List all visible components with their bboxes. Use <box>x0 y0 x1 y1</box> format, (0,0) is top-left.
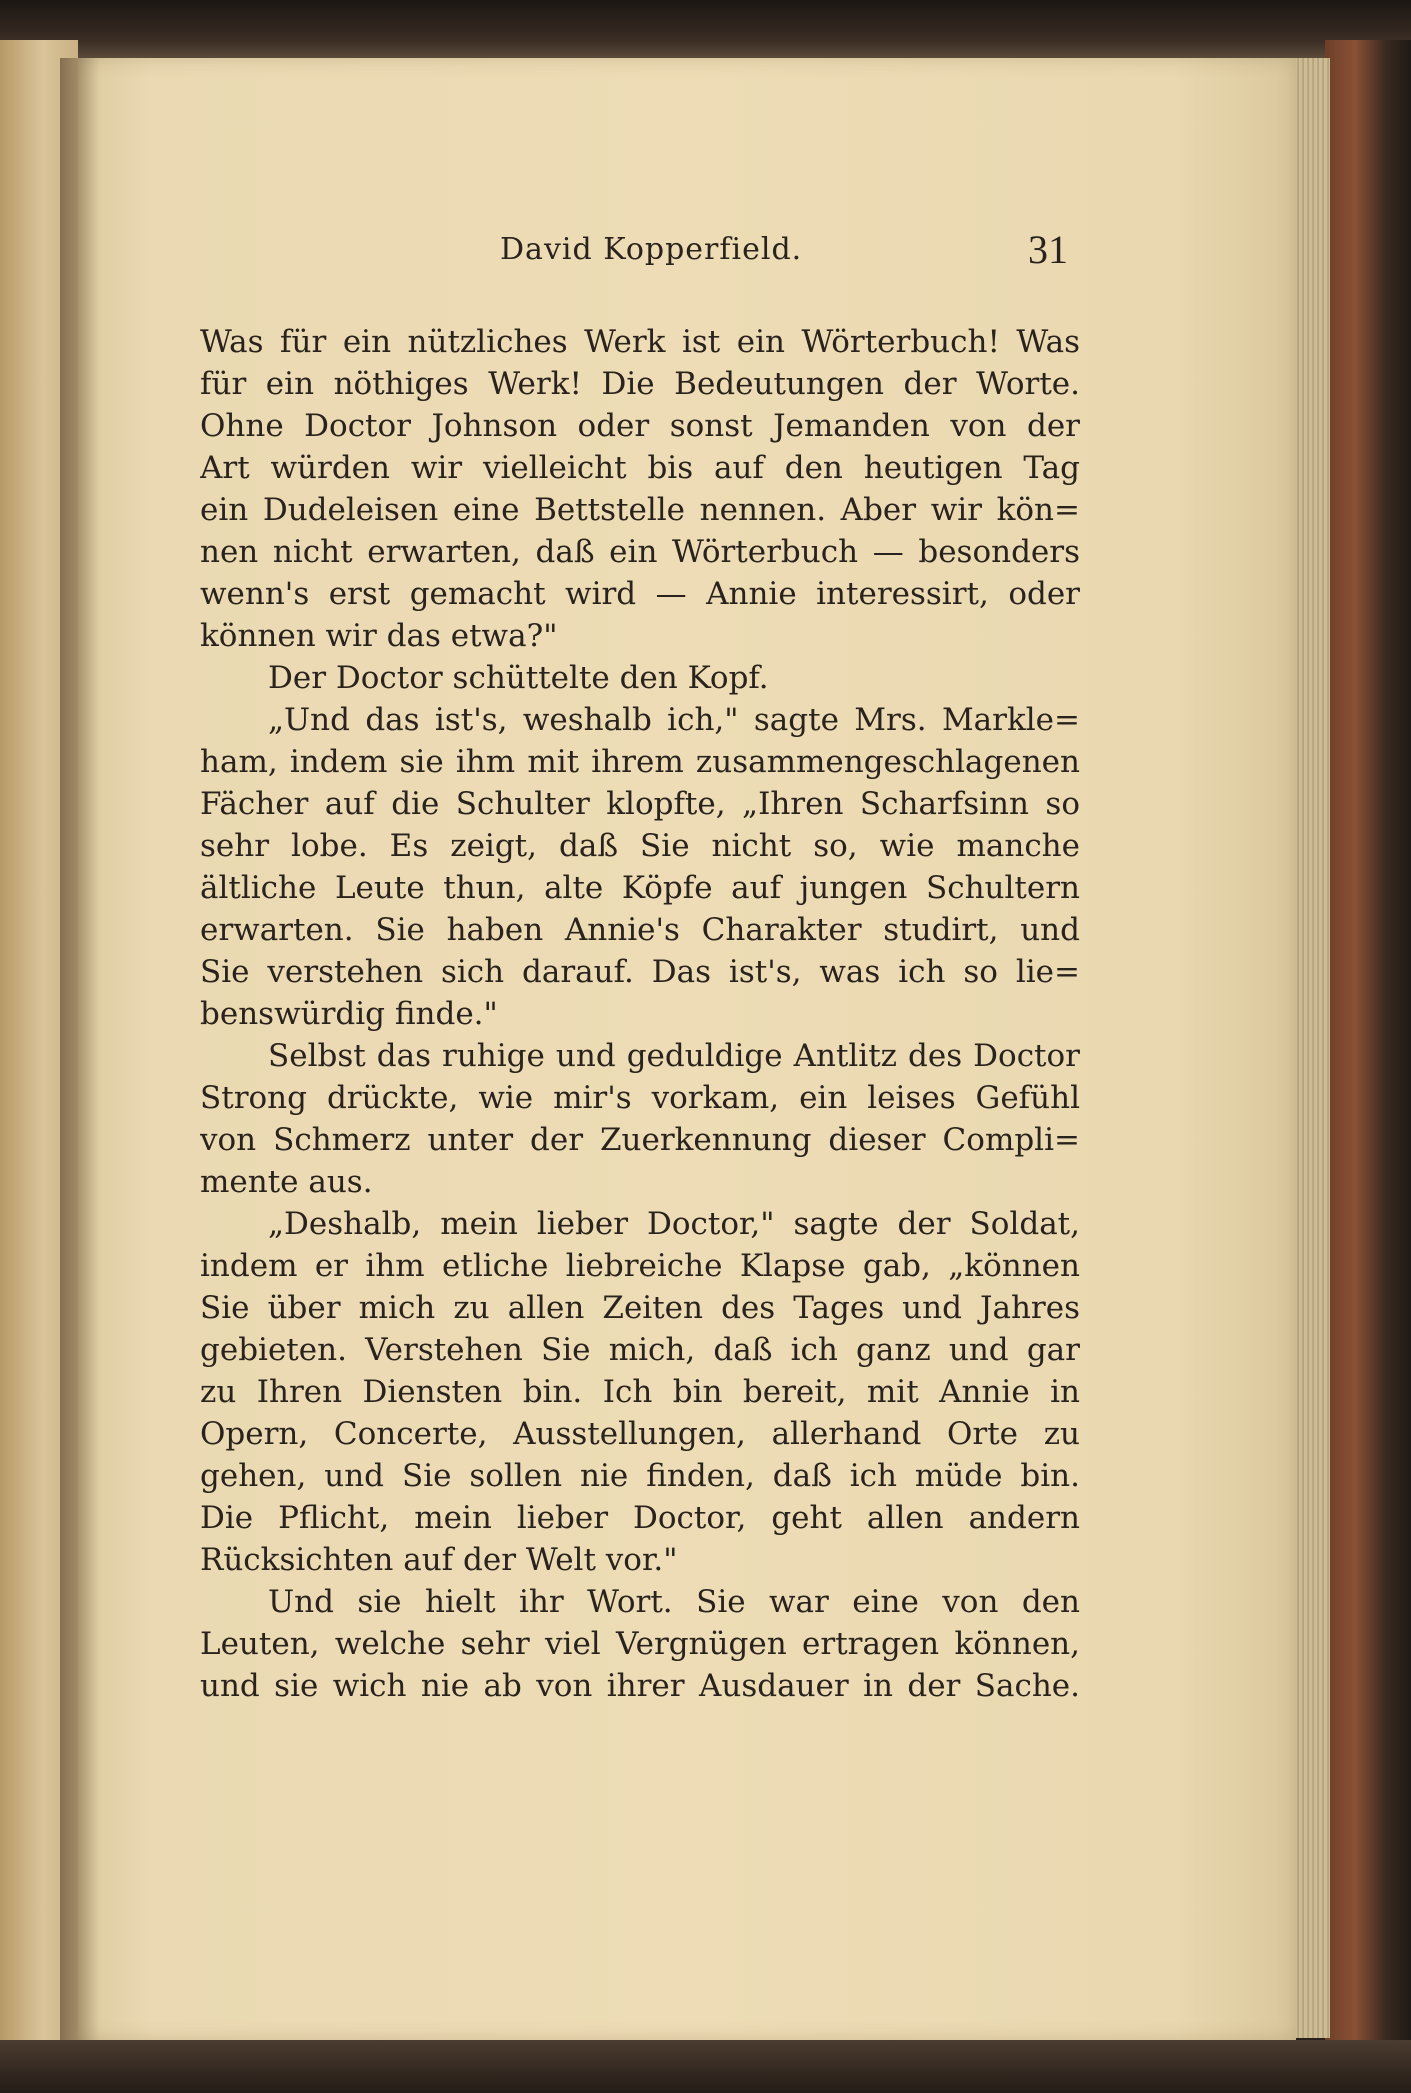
text-line: ham, indem sie ihm mit ihrem zusammengeschlagenen <box>200 744 1080 780</box>
text-line: „Deshalb, mein lieber Doctor," sagte der Soldat, <box>268 1206 1080 1242</box>
text-line: ältliche Leute thun, alte Köpfe auf jungen Schultern <box>200 870 1080 906</box>
text-line: für ein nöthiges Werk! Die Bedeutungen der Worte. <box>200 366 1080 402</box>
text-line: indem er ihm etliche liebreiche Klapse gab, „können <box>200 1248 1080 1284</box>
text-line: sehr lobe. Es zeigt, daß Sie nicht so, wie manche <box>200 828 1080 864</box>
text-line: Was für ein nützliches Werk ist ein Wörterbuch! Was <box>200 324 1080 360</box>
text-line: Selbst das ruhige und geduldige Antlitz des Doctor <box>268 1038 1080 1074</box>
running-head: David Kopperfield. <box>500 232 803 267</box>
body-text <box>200 321 1080 1707</box>
gutter-shadow <box>60 58 100 2040</box>
text-line: Sie verstehen sich darauf. Das ist's, was ich so lie= <box>200 954 1080 990</box>
text-line: Und sie hielt ihr Wort. Sie war eine von den <box>268 1584 1080 1620</box>
page-stack-edge <box>1290 58 1330 2038</box>
text-line: zu Ihren Diensten bin. Ich bin bereit, mit Annie in <box>200 1374 1080 1410</box>
text-line: nen nicht erwarten, daß ein Wörterbuch — besonders <box>200 534 1080 570</box>
text-line: und sie wich nie ab von ihrer Ausdauer in der Sache. <box>200 1668 1080 1704</box>
text-line: ein Dudeleisen eine Bettstelle nennen. Aber wir kön= <box>200 492 1080 528</box>
text-line: Opern, Concerte, Ausstellungen, allerhand Orte zu <box>200 1416 1080 1452</box>
text-line: Strong drückte, wie mir's vorkam, ein leises Gefühl <box>200 1080 1080 1116</box>
text-line: Fächer auf die Schulter klopfte, „Ihren Scharfsinn so <box>200 786 1080 822</box>
text-line: können wir das etwa?" <box>200 618 558 654</box>
book-cover-bottom <box>0 2040 1411 2093</box>
page-number: 31 <box>1028 227 1068 272</box>
text-line: „Und das ist's, weshalb ich," sagte Mrs. Markle= <box>268 702 1080 738</box>
text-line: gehen, und Sie sollen nie finden, daß ich müde bin. <box>200 1458 1080 1494</box>
text-line: mente aus. <box>200 1164 373 1200</box>
text-line: von Schmerz unter der Zuerkennung dieser Compli= <box>200 1122 1080 1158</box>
text-line: benswürdig finde." <box>200 996 498 1032</box>
text-line: Der Doctor schüttelte den Kopf. <box>268 660 769 696</box>
text-line: Leuten, welche sehr viel Vergnügen ertragen können, <box>200 1626 1080 1662</box>
text-line: Rücksichten auf der Welt vor." <box>200 1542 678 1578</box>
text-line: wenn's erst gemacht wird — Annie interessirt, oder <box>200 576 1080 612</box>
text-line: Sie über mich zu allen Zeiten des Tages und Jahres <box>200 1290 1080 1326</box>
text-line: Ohne Doctor Johnson oder sonst Jemanden von der <box>200 408 1080 444</box>
text-line: erwarten. Sie haben Annie's Charakter studirt, und <box>200 912 1080 948</box>
book-cover-right <box>1325 40 1411 2050</box>
text-line: Die Pflicht, mein lieber Doctor, geht allen andern <box>200 1500 1080 1536</box>
text-line: gebieten. Verstehen Sie mich, daß ich ganz und gar <box>200 1332 1080 1368</box>
text-line: Art würden wir vielleicht bis auf den heutigen Tag <box>200 450 1080 486</box>
book-cover-top <box>0 0 1411 58</box>
